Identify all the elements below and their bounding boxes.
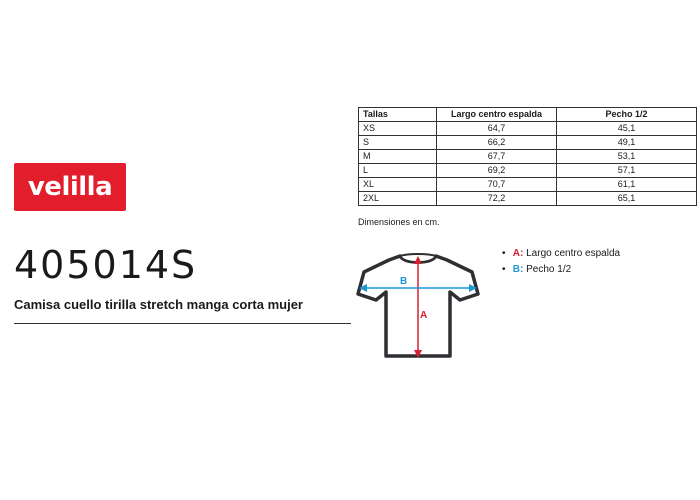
legend-key-a: A: <box>512 248 524 259</box>
size-table-header-row <box>359 108 697 122</box>
product-name: Camisa cuello tirilla stretch manga corta mujer <box>14 297 303 312</box>
length-cell: 70,7 <box>437 178 557 192</box>
table-row <box>359 178 697 192</box>
table-row <box>359 164 697 178</box>
header-largo: Largo centro espalda <box>437 108 557 122</box>
chest-cell: 57,1 <box>557 164 697 178</box>
velilla-logo <box>14 163 126 211</box>
table-row <box>359 150 697 164</box>
shirt-diagram <box>354 250 484 362</box>
bullet-icon: • <box>502 264 506 275</box>
chest-cell: 61,1 <box>557 178 697 192</box>
table-row <box>359 122 697 136</box>
chest-cell: 45,1 <box>557 122 697 136</box>
size-cell: XS <box>359 122 437 136</box>
header-pecho: Pecho 1/2 <box>557 108 697 122</box>
length-cell: 69,2 <box>437 164 557 178</box>
product-reference: 405014S <box>14 243 198 287</box>
length-cell: 67,7 <box>437 150 557 164</box>
legend-text-b: Pecho 1/2 <box>526 264 572 275</box>
measure-a-label: A <box>420 310 428 321</box>
size-cell: S <box>359 136 437 150</box>
legend-item-a <box>502 246 620 262</box>
legend-item-b <box>502 262 620 278</box>
title-divider <box>14 323 351 324</box>
length-cell: 66,2 <box>437 136 557 150</box>
chest-cell: 49,1 <box>557 136 697 150</box>
size-table <box>358 107 697 206</box>
size-cell: XL <box>359 178 437 192</box>
table-row <box>359 192 697 206</box>
size-cell: M <box>359 150 437 164</box>
table-row <box>359 136 697 150</box>
length-cell: 72,2 <box>437 192 557 206</box>
legend-text-a: Largo centro espalda <box>526 248 621 259</box>
chest-cell: 53,1 <box>557 150 697 164</box>
measure-b-label: B <box>400 276 408 287</box>
size-cell: 2XL <box>359 192 437 206</box>
chest-cell: 65,1 <box>557 192 697 206</box>
header-tallas: Tallas <box>359 108 437 122</box>
bullet-icon: • <box>502 248 506 259</box>
length-cell: 64,7 <box>437 122 557 136</box>
size-cell: L <box>359 164 437 178</box>
logo-text: velilla <box>27 172 113 202</box>
legend-key-b: B: <box>512 264 524 275</box>
measurement-legend <box>502 246 620 278</box>
units-note: Dimensiones en cm. <box>358 217 440 227</box>
